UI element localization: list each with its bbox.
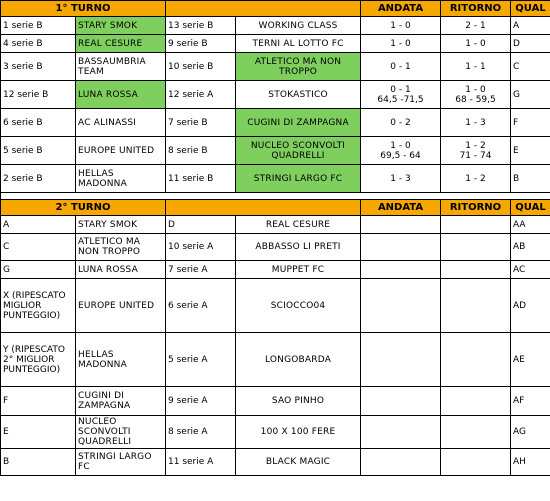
- away-team: BLACK MAGIC: [236, 449, 361, 476]
- away-team: TERNI AL LOTTO FC: [236, 35, 361, 53]
- andata-score-line: 1 - 3: [390, 173, 411, 184]
- away-team: NUCLEO SCONVOLTI QUADRELLI: [236, 137, 361, 165]
- qualifier-code: D: [511, 35, 550, 53]
- match-row: [1, 261, 550, 279]
- ritorno-score: [441, 234, 511, 261]
- slot-label: Y (RIPESCATO 2° MIGLIOR PUNTEGGIO): [1, 333, 76, 387]
- turno2-header-andata: ANDATA: [361, 200, 441, 216]
- home-division: 1 serie B: [1, 17, 76, 35]
- ritorno-score: [441, 109, 511, 137]
- andata-score: [361, 279, 441, 333]
- qualifier-code: AF: [511, 387, 550, 416]
- qualifier-code: G: [511, 81, 550, 109]
- away-division: 9 serie A: [166, 387, 236, 416]
- ritorno-score: [441, 279, 511, 333]
- andata-score: [361, 137, 441, 165]
- qualifier-code: AC: [511, 261, 550, 279]
- slot-label: F: [1, 387, 76, 416]
- turno2-header-ritorno: RITORNO: [441, 200, 511, 216]
- match-row: [1, 216, 550, 234]
- match-row: [1, 416, 550, 449]
- turno1-header-andata: ANDATA: [361, 1, 441, 17]
- away-division: 8 serie B: [166, 137, 236, 165]
- ritorno-score: [441, 35, 511, 53]
- match-row: [1, 279, 550, 333]
- home-division: 6 serie B: [1, 109, 76, 137]
- turno2-header-title: 2° TURNO: [1, 200, 166, 216]
- turno1-header: [1, 1, 550, 17]
- section-gap-cell: [1, 193, 550, 200]
- qualifier-code: AE: [511, 333, 550, 387]
- match-row: [1, 165, 550, 193]
- away-division: 7 serie B: [166, 109, 236, 137]
- match-row: [1, 53, 550, 81]
- match-row: [1, 137, 550, 165]
- home-team: REAL CESURE: [76, 35, 166, 53]
- slot-label: X (RIPESCATO MIGLIOR PUNTEGGIO): [1, 279, 76, 333]
- ritorno-score: [441, 165, 511, 193]
- andata-score: [361, 216, 441, 234]
- match-row: [1, 387, 550, 416]
- andata-score-line: 1 - 0: [390, 38, 411, 49]
- turno1-header-blank: [166, 1, 361, 17]
- home-division: 2 serie B: [1, 165, 76, 193]
- slot-label: B: [1, 449, 76, 476]
- match-row: [1, 449, 550, 476]
- away-team: WORKING CLASS: [236, 17, 361, 35]
- andata-score: [361, 387, 441, 416]
- ritorno-score-line: 1 - 0: [465, 84, 486, 95]
- away-team: STOKASTICO: [236, 81, 361, 109]
- turno1-header-ritorno: RITORNO: [441, 1, 511, 17]
- andata-score-line: 0 - 2: [390, 117, 411, 128]
- ritorno-score-line: 68 - 59,5: [455, 94, 496, 105]
- andata-score: [361, 17, 441, 35]
- match-row: [1, 35, 550, 53]
- away-division: 11 serie A: [166, 449, 236, 476]
- ritorno-score: [441, 81, 511, 109]
- away-division: 10 serie A: [166, 234, 236, 261]
- away-team: ABBASSO LI PRETI: [236, 234, 361, 261]
- home-team: HELLAS MADONNA: [76, 165, 166, 193]
- home-team: BASSAUMBRIA TEAM: [76, 53, 166, 81]
- ritorno-score-line: 1 - 0: [465, 38, 486, 49]
- ritorno-score-line: 1 - 3: [465, 117, 486, 128]
- turno1-header-qual: QUAL: [511, 1, 550, 17]
- andata-score: [361, 35, 441, 53]
- ritorno-score: [441, 17, 511, 35]
- andata-score-line: 1 - 0: [390, 140, 411, 151]
- qualifier-code: AH: [511, 449, 550, 476]
- andata-score-line: 69,5 - 64: [380, 150, 421, 161]
- slot-label: C: [1, 234, 76, 261]
- andata-score-line: 0 - 1: [390, 61, 411, 72]
- slot-label: E: [1, 416, 76, 449]
- away-team: ATLETICO MA NON TROPPO: [236, 53, 361, 81]
- match-row: [1, 333, 550, 387]
- andata-score: [361, 234, 441, 261]
- away-division: 5 serie A: [166, 333, 236, 387]
- away-team: STRINGI LARGO FC: [236, 165, 361, 193]
- match-row: [1, 17, 550, 35]
- match-row: [1, 234, 550, 261]
- qualifier-code: A: [511, 17, 550, 35]
- andata-score-line: 64,5 -71,5: [377, 94, 424, 105]
- home-team: AC ALINASSI: [76, 109, 166, 137]
- qualifier-code: E: [511, 137, 550, 165]
- turno2-header-qual: QUAL: [511, 200, 550, 216]
- home-team: STARY SMOK: [76, 216, 166, 234]
- away-division: 8 serie A: [166, 416, 236, 449]
- turno2-header: [1, 200, 550, 216]
- away-team: SCIOCCO04: [236, 279, 361, 333]
- away-division: 12 serie A: [166, 81, 236, 109]
- away-division: 9 serie B: [166, 35, 236, 53]
- away-division: 13 serie B: [166, 17, 236, 35]
- home-team: LUNA ROSSA: [76, 261, 166, 279]
- home-team: EUROPE UNITED: [76, 279, 166, 333]
- andata-score-line: 1 - 0: [390, 20, 411, 31]
- qualifier-code: C: [511, 53, 550, 81]
- andata-score: [361, 53, 441, 81]
- ritorno-score: [441, 216, 511, 234]
- slot-label: A: [1, 216, 76, 234]
- ritorno-score: [441, 387, 511, 416]
- home-team: STARY SMOK: [76, 17, 166, 35]
- away-division: D: [166, 216, 236, 234]
- turno1-header-title: 1° TURNO: [1, 1, 166, 17]
- ritorno-score: [441, 137, 511, 165]
- match-row: [1, 81, 550, 109]
- home-team: NUCLEO SCONVOLTI QUADRELLI: [76, 416, 166, 449]
- ritorno-score: [441, 333, 511, 387]
- away-team: CUGINI DI ZAMPAGNA: [236, 109, 361, 137]
- qualifier-code: F: [511, 109, 550, 137]
- home-team: STRINGI LARGO FC: [76, 449, 166, 476]
- away-team: 100 X 100 FERE: [236, 416, 361, 449]
- andata-score-line: 0 - 1: [390, 84, 411, 95]
- ritorno-score-line: 1 - 2: [465, 173, 486, 184]
- away-team: REAL CESURE: [236, 216, 361, 234]
- andata-score: [361, 109, 441, 137]
- turno2-header-blank: [166, 200, 361, 216]
- away-division: 6 serie A: [166, 279, 236, 333]
- qualifier-code: AB: [511, 234, 550, 261]
- home-team: LUNA ROSSA: [76, 81, 166, 109]
- andata-score: [361, 416, 441, 449]
- home-team: CUGINI DI ZAMPAGNA: [76, 387, 166, 416]
- qualifier-code: B: [511, 165, 550, 193]
- match-row: [1, 109, 550, 137]
- ritorno-score: [441, 53, 511, 81]
- andata-score: [361, 81, 441, 109]
- ritorno-score: [441, 449, 511, 476]
- away-division: 7 serie A: [166, 261, 236, 279]
- andata-score: [361, 165, 441, 193]
- ritorno-score: [441, 261, 511, 279]
- andata-score: [361, 333, 441, 387]
- slot-label: G: [1, 261, 76, 279]
- ritorno-score: [441, 416, 511, 449]
- home-division: 4 serie B: [1, 35, 76, 53]
- home-division: 3 serie B: [1, 53, 76, 81]
- qualifier-code: AA: [511, 216, 550, 234]
- home-team: EUROPE UNITED: [76, 137, 166, 165]
- andata-score: [361, 449, 441, 476]
- away-team: SAO PINHO: [236, 387, 361, 416]
- away-division: 10 serie B: [166, 53, 236, 81]
- home-team: ATLETICO MA NON TROPPO: [76, 234, 166, 261]
- ritorno-score-line: 1 - 1: [465, 61, 486, 72]
- ritorno-score-line: 1 - 2: [465, 140, 486, 151]
- section-gap: [1, 193, 550, 200]
- andata-score: [361, 261, 441, 279]
- ritorno-score-line: 2 - 1: [465, 20, 486, 31]
- qualifier-code: AG: [511, 416, 550, 449]
- ritorno-score-line: 71 - 74: [459, 150, 492, 161]
- home-division: 12 serie B: [1, 81, 76, 109]
- qualifier-code: AD: [511, 279, 550, 333]
- away-team: MUPPET FC: [236, 261, 361, 279]
- home-division: 5 serie B: [1, 137, 76, 165]
- home-team: HELLAS MADONNA: [76, 333, 166, 387]
- away-division: 11 serie B: [166, 165, 236, 193]
- away-team: LONGOBARDA: [236, 333, 361, 387]
